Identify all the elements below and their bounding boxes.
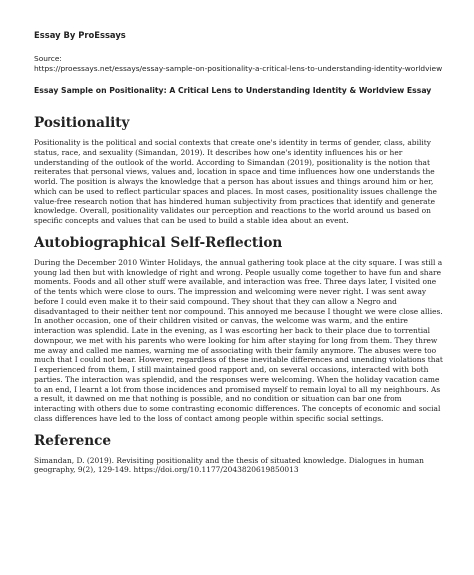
source-url: https://proessays.net/essays/essay-sample-on-positionality-a-critical-lens-to-understanding-identity-worldview <box>34 64 443 73</box>
brand-title: Essay By ProEssays <box>34 30 126 40</box>
section-heading-reference: Reference <box>34 432 112 449</box>
essay-title: Essay Sample on Positionality: A Critical Lens to Understanding Identity & Worldview Essay <box>34 86 432 95</box>
section-body-positionality: Positionality is the political and social contexts that create one's identity in terms of gender, class, ability status, race, and sexuality (Simandan, 2019). It describes how one's identity influences his or her understanding of the outlook of the world. According to Simandan (2019), positionality is the notion that reiterates that personal views, values and, location in space and time influences how one understands the world. The position is always the knowledge that a person has about issues and things around him or her, which can be used to reflect particular spaces and places. In most cases, positionality issues challenge the value-free research notion that has hindered human subjectivity from practices that identify and generate knowledge. Overall, positionality validates our perception and reactions to the world around us based on specific concepts and values that can be used to build a stable idea about an event. <box>34 138 437 226</box>
section-body-self-reflection: During the December 2010 Winter Holidays, the annual gathering took place at the city square. I was still a young lad then but with knowledge of right and wrong. People usually come together to have fun and share moments. Foods and all other stuff were available, and interaction was free. Three days later, I visited one of the tents which were close to ours. The impression and welcoming were never right. I was sent away before I could even make it to their said compound. They shout that they can allow a Negro and disadvantaged to their neither tent nor compound. This annoyed me because I thought we were close allies. In another occasion, one of their children visited or canvas, the welcome was warm, and the entire interaction was splendid. Late in the evening, as I was escorting her back to their place due to torrential downpour, we met with his parents who were looking for him after staying for long from them. They threw me away and called me names, warning me of associating with their family anymore. The abuses were too much that I could not bear. However, regardless of these inevitable differences and unending violations that I experienced from them, I still maintained good rapport and, on several occasions, interacted with both parties. The interaction was splendid, and the responses were welcoming. When the holiday vacation came to an end, I learnt a lot from those incidences and promised myself to remain loyal to all my neighbours. As a result, it dawned on me that nothing is possible, and no condition or situation can bar one from interacting with others due to some contrasting economic differences. The concepts of economic and social class differences have led to the loss of contact among people within specific social settings. <box>34 257 443 423</box>
source-block <box>34 54 444 74</box>
section-heading-positionality: Positionality <box>34 115 130 132</box>
section-heading-self-reflection: Autobiographical Self-Reflection <box>34 234 283 251</box>
reference-entry: Simandan, D. (2019). Revisiting positionality and the thesis of situated knowledge. Dialogues in human geography, 9(2), 129-149. https://doi.org/10.1177/2043820619850013 <box>34 455 424 475</box>
source-label: Source: <box>34 54 62 63</box>
